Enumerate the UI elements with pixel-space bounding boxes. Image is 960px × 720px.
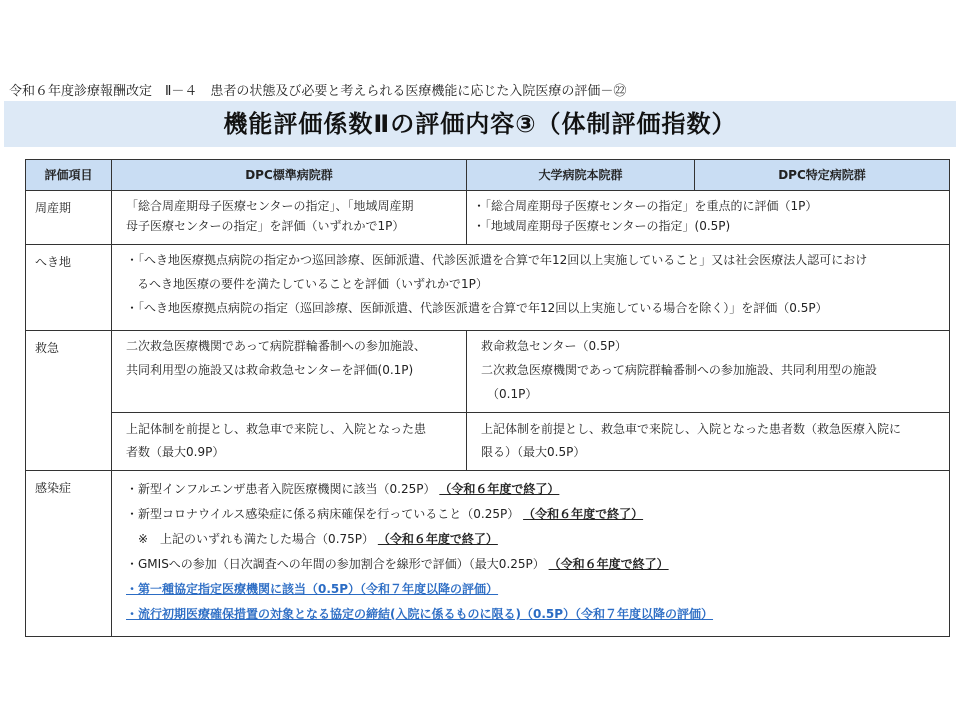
cell-line: 者数（最大0.9P） xyxy=(126,445,225,459)
emergency-university-cell-1 xyxy=(467,331,950,413)
infection-item-new: ・第一種協定指定医療機関に該当（0.5P）（令和７年度以降の評価） xyxy=(126,582,499,596)
cell-line: 「総合周産期母子医療センターの指定」、「地域周産期 xyxy=(126,199,414,213)
table-row-emergency-2 xyxy=(26,413,950,471)
perinatal-standard-cell xyxy=(112,191,467,245)
col-header-standard: DPC標準病院群 xyxy=(112,160,467,191)
cell-line: るへき地医療の要件を満たしていることを評価（いずれかで1P） xyxy=(137,277,488,291)
table-row-remote xyxy=(26,245,950,331)
cell-line: 上記体制を前提とし、救急車で来院し、入院となった患 xyxy=(126,422,427,436)
row-label: 周産期 xyxy=(26,191,112,245)
cell-line: 母子医療センターの指定」を評価（いずれかで1P） xyxy=(126,219,405,233)
infection-item: ・新型インフルエンザ患者入院医療機関に該当（0.25P） （令和６年度で終了） xyxy=(126,482,560,496)
cell-line: ・「へき地医療拠点病院の指定かつ巡回診療、医師派遣、代診医派遣を合算で年12回以上実施していること」又は社会医療法人認可におけ xyxy=(126,253,868,267)
cell-line: 限る）（最大0.5P） xyxy=(481,445,586,459)
cell-line: 上記体制を前提とし、救急車で来院し、入院となった患者数（救急医療入院に xyxy=(481,422,902,436)
emergency-standard-cell-2 xyxy=(112,413,467,471)
evaluation-table xyxy=(25,159,950,637)
table-header-row xyxy=(26,160,950,191)
perinatal-university-specific-cell xyxy=(467,191,950,245)
col-header-item: 評価項目 xyxy=(26,160,112,191)
col-header-university: 大学病院本院群 xyxy=(467,160,695,191)
emergency-standard-cell-1 xyxy=(112,331,467,413)
end-note: （令和６年度で終了） xyxy=(523,507,644,521)
page-title: 機能評価係数Ⅱの評価内容③（体制評価指数） xyxy=(223,110,737,138)
end-note: （令和６年度で終了） xyxy=(548,557,669,571)
row-label: へき地 xyxy=(26,245,112,331)
table-row-perinatal xyxy=(26,191,950,245)
table-row-emergency-1 xyxy=(26,331,950,413)
cell-line: 共同利用型の施設又は救命救急センターを評価(0.1P) xyxy=(126,363,414,377)
cell-line: ・「へき地医療拠点病院の指定（巡回診療、医師派遣、代診医派遣を合算で年12回以上実施している場合を除く）」を評価（0.5P） xyxy=(126,301,828,315)
cell-line: ・「総合周産期母子医療センターの指定」を重点的に評価（1P） xyxy=(473,199,818,213)
infection-item: ※ 上記のいずれも満たした場合（0.75P） （令和６年度で終了） xyxy=(126,532,498,546)
cell-line: ・「地域周産期母子医療センターの指定」(0.5P) xyxy=(473,219,731,233)
emergency-university-cell-2 xyxy=(467,413,950,471)
infection-cell xyxy=(112,471,950,637)
title-band xyxy=(4,101,956,147)
document-header: 令和６年度診療報酬改定 Ⅱ－４ 患者の状態及び必要と考えられる医療機能に応じた入院医療の評価－㉒ xyxy=(9,84,627,99)
end-note: （令和６年度で終了） xyxy=(439,482,560,496)
infection-item: ・GMISへの参加（日次調査への年間の参加割合を線形で評価）（最大0.25P） （令和６年度で終了） xyxy=(126,557,669,571)
cell-line: （0.1P） xyxy=(487,387,538,401)
remote-cell xyxy=(112,245,950,331)
end-note: （令和６年度で終了） xyxy=(377,532,498,546)
cell-line: 二次救急医療機関であって病院群輪番制への参加施設、 xyxy=(126,339,426,353)
row-label: 救急 xyxy=(26,331,112,471)
col-header-specific: DPC特定病院群 xyxy=(695,160,950,191)
table-row-infection xyxy=(26,471,950,637)
infection-item: ・新型コロナウイルス感染症に係る病床確保を行っていること（0.25P） （令和６年度で終了） xyxy=(126,507,644,521)
row-label: 感染症 xyxy=(26,471,112,637)
infection-item-new: ・流行初期医療確保措置の対象となる協定の締結(入院に係るものに限る)（0.5P）（令和７年度以降の評価） xyxy=(126,607,714,621)
cell-line: 二次救急医療機関であって病院群輪番制への参加施設、共同利用型の施設 xyxy=(481,363,877,377)
cell-line: 救命救急センター（0.5P） xyxy=(481,339,627,353)
